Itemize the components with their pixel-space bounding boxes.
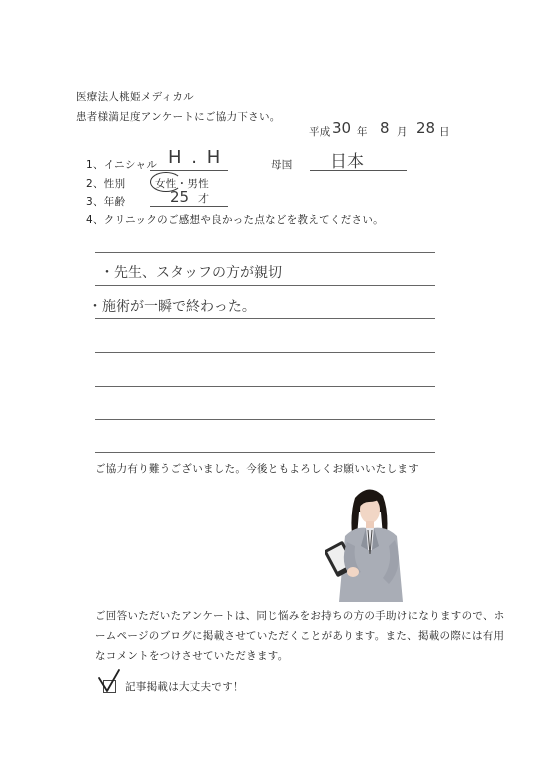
woman-holding-clipboard-illustration bbox=[325, 484, 415, 606]
notice-line-2: ームページのブログに掲載させていただくことがあります。また、掲載の際には有用 bbox=[95, 630, 505, 642]
date-day: 28 bbox=[416, 119, 436, 137]
age-label: 3、年齢 bbox=[86, 196, 126, 208]
answer-line bbox=[95, 318, 435, 319]
country-underline bbox=[310, 170, 407, 171]
date-day-unit: 日 bbox=[439, 126, 450, 138]
answer-line bbox=[95, 419, 435, 420]
answer-line bbox=[95, 452, 435, 453]
consent-label: 記事掲載は大丈夫です！ bbox=[125, 681, 244, 693]
answer-line bbox=[95, 352, 435, 353]
age-underline bbox=[150, 206, 228, 207]
notice-line-3: なコメントをつけさせていただきます。 bbox=[95, 650, 289, 662]
checkmark-icon bbox=[96, 668, 122, 694]
country-label: 母国 bbox=[271, 159, 293, 171]
initial-label: 1、イニシャル bbox=[86, 159, 158, 171]
gender-label: 2、性別 bbox=[86, 178, 126, 190]
date-year: 30 bbox=[332, 119, 352, 137]
answer-line bbox=[95, 285, 435, 286]
gender-options: 女性・男性 bbox=[155, 178, 209, 190]
date-era: 平成 bbox=[309, 126, 331, 138]
age-unit: 才 bbox=[198, 192, 209, 205]
answer-line bbox=[95, 386, 435, 387]
clinic-name: 医療法人桃姫メディカル bbox=[76, 91, 194, 103]
date-month: 8 bbox=[380, 119, 390, 137]
thanks-message: ご協力有り難うございました。今後ともよろしくお願いいたします bbox=[95, 463, 419, 475]
answer-1: ・先生、スタッフの方が親切 bbox=[100, 265, 282, 281]
age-value: 25 bbox=[170, 188, 190, 206]
initial-value: H . H bbox=[168, 147, 223, 168]
answer-line bbox=[95, 252, 435, 253]
answer-2: ・施術が一瞬で終わった。 bbox=[88, 299, 256, 315]
survey-title: 患者様満足度アンケートにご協力下さい。 bbox=[76, 111, 281, 123]
date-year-unit: 年 bbox=[357, 126, 368, 138]
date-month-unit: 月 bbox=[397, 126, 408, 138]
question-4: 4、クリニックのご感想や良かった点などを教えてください。 bbox=[86, 214, 384, 226]
initial-underline bbox=[150, 170, 228, 171]
country-value: 日本 bbox=[330, 152, 364, 172]
notice-line-1: ご回答いただいたアンケートは、同じ悩みをお持ちの方の手助けになりますので、ホ bbox=[95, 610, 505, 622]
